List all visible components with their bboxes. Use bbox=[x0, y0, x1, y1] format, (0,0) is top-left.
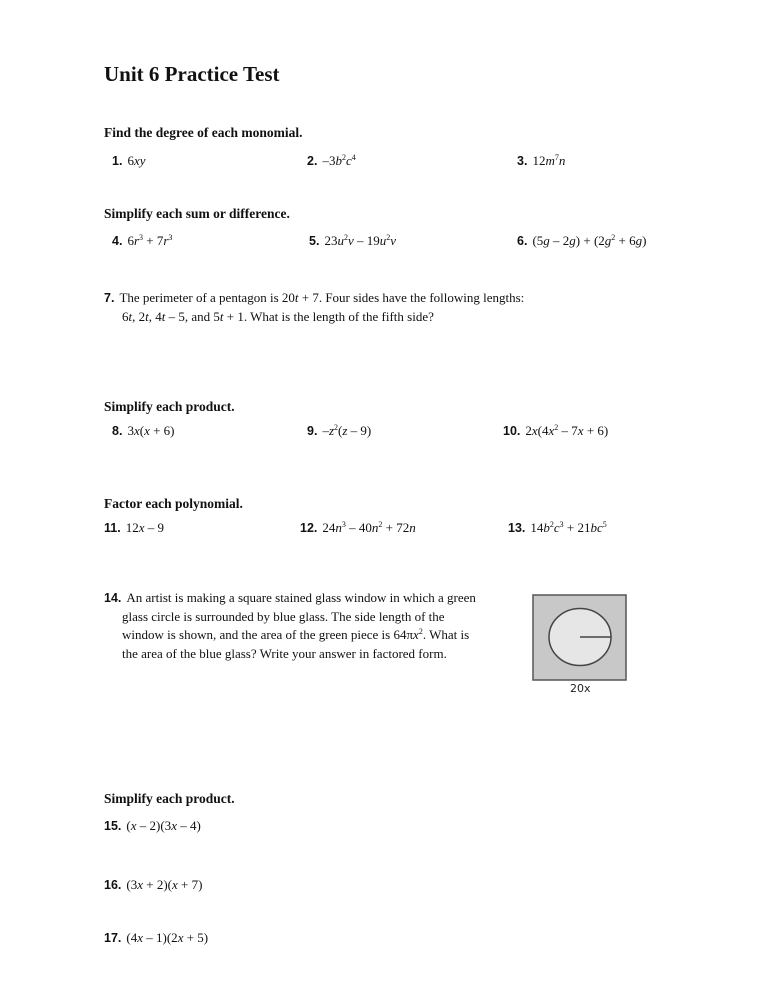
problem-5 bbox=[309, 232, 396, 250]
expr-part: m bbox=[545, 153, 555, 168]
expr-part: c bbox=[345, 153, 352, 168]
expr-part: The perimeter of a pentagon is 20 bbox=[119, 290, 295, 305]
expr-part: –3 bbox=[322, 153, 336, 168]
expr-part: glass circle is surrounded by blue glass. The side length of the bbox=[122, 608, 445, 624]
exponent: 2 bbox=[341, 153, 346, 162]
problem-number: 7. bbox=[104, 291, 115, 305]
problem-14-line bbox=[126, 590, 475, 605]
expr-part: g bbox=[543, 233, 550, 248]
problem-6 bbox=[517, 232, 646, 250]
exponent: 2 bbox=[378, 520, 383, 529]
expr-part: 23 bbox=[324, 233, 338, 248]
expr-part: ( bbox=[139, 423, 145, 438]
expr-part: 12 bbox=[532, 153, 546, 168]
expr-part: x bbox=[177, 930, 184, 945]
expr-part: u bbox=[379, 233, 387, 248]
expr-part: xy bbox=[133, 153, 146, 168]
expr-part: + 72 bbox=[382, 520, 410, 535]
expr-part: . What is bbox=[422, 627, 470, 642]
problem-expression bbox=[532, 153, 565, 168]
exponent: 7 bbox=[554, 153, 559, 162]
expr-part: g bbox=[569, 233, 576, 248]
expr-part: + 5) bbox=[183, 930, 209, 945]
expr-part: – 9) bbox=[347, 423, 372, 438]
problem-expression bbox=[126, 520, 164, 535]
expr-part: bc bbox=[590, 520, 603, 535]
expr-part: x bbox=[577, 423, 584, 438]
expr-part: – 1)(2 bbox=[143, 930, 178, 945]
expr-part: u bbox=[337, 233, 344, 248]
problem-number: 3. bbox=[517, 154, 528, 168]
expr-part: t bbox=[128, 308, 133, 324]
expr-part: + 2)( bbox=[143, 877, 173, 892]
problem-expression bbox=[127, 233, 172, 248]
expr-part: + 6) bbox=[583, 423, 609, 438]
expr-part: 2 bbox=[525, 423, 532, 438]
expr-part: – 2)(3 bbox=[136, 818, 172, 833]
problem-7 bbox=[104, 289, 524, 326]
problem-15 bbox=[104, 817, 201, 835]
expr-part: x bbox=[171, 818, 177, 833]
expr-part: x bbox=[413, 627, 419, 642]
expr-part: – 7 bbox=[558, 423, 578, 438]
expr-part: x bbox=[144, 423, 150, 438]
problem-12 bbox=[300, 519, 416, 537]
problem-number: 6. bbox=[517, 234, 528, 248]
expr-part: x bbox=[137, 877, 144, 892]
problem-9 bbox=[307, 422, 371, 440]
problem-expression bbox=[532, 233, 646, 248]
expr-part: b bbox=[543, 520, 550, 535]
problem-7-line-1 bbox=[119, 290, 524, 305]
exponent: 3 bbox=[168, 233, 173, 242]
expr-part: 14 bbox=[530, 520, 544, 535]
expr-part: + 6 bbox=[615, 233, 636, 248]
section-heading-factor: Factor each polynomial. bbox=[104, 496, 243, 511]
problem-number: 9. bbox=[307, 424, 318, 438]
expr-part: n bbox=[558, 153, 566, 168]
expr-part: ( bbox=[126, 818, 131, 833]
stained-glass-figure bbox=[532, 594, 627, 681]
expr-part: + 7. Four sides have the following lengths: bbox=[298, 290, 525, 305]
problem-expression bbox=[322, 153, 355, 168]
exponent: 3 bbox=[139, 233, 143, 242]
section-heading-degree: Find the degree of each monomial. bbox=[104, 125, 303, 140]
problem-expression bbox=[127, 423, 174, 438]
exponent: 2 bbox=[549, 520, 554, 529]
expr-part: x bbox=[138, 520, 145, 535]
problem-14-line bbox=[122, 627, 469, 642]
problem-number: 5. bbox=[309, 234, 320, 248]
problem-expression bbox=[525, 423, 608, 438]
expr-part: g bbox=[635, 233, 643, 248]
page-title: Unit 6 Practice Test bbox=[104, 62, 280, 86]
exponent: 2 bbox=[418, 627, 423, 636]
problem-1 bbox=[112, 152, 145, 170]
expr-part: ( bbox=[338, 423, 343, 438]
expr-part: 24 bbox=[322, 520, 336, 535]
expr-part: c bbox=[553, 520, 560, 535]
expr-part: x bbox=[172, 877, 178, 892]
expr-part: v bbox=[347, 233, 354, 248]
section-heading-product: Simplify each product. bbox=[104, 399, 235, 414]
problem-7-line-2 bbox=[122, 309, 434, 324]
expr-part: – 5, and 5 bbox=[165, 308, 220, 324]
exponent: 2 bbox=[386, 233, 391, 242]
expr-part: t bbox=[161, 308, 166, 324]
problem-3 bbox=[517, 152, 565, 170]
expr-part: 12 bbox=[125, 520, 139, 535]
exponent: 3 bbox=[341, 520, 346, 529]
section-heading-product-2: Simplify each product. bbox=[104, 791, 235, 806]
problem-number: 12. bbox=[300, 521, 318, 535]
problem-expression bbox=[126, 930, 208, 945]
exponent: 2 bbox=[334, 423, 338, 432]
expr-part: 6 bbox=[122, 308, 129, 324]
problem-expression bbox=[322, 423, 371, 438]
problem-4 bbox=[112, 232, 172, 250]
problem-number: 16. bbox=[104, 878, 122, 892]
problem-expression bbox=[126, 818, 200, 833]
expr-part: – 2 bbox=[549, 233, 570, 248]
problem-14 bbox=[104, 589, 476, 663]
expr-part: z bbox=[328, 423, 334, 438]
problem-14-line bbox=[122, 609, 445, 624]
problem-number: 13. bbox=[508, 521, 526, 535]
expr-part: – 40 bbox=[345, 520, 372, 535]
problem-number: 2. bbox=[307, 154, 318, 168]
expr-part: n bbox=[371, 520, 379, 535]
expr-part: 6 bbox=[127, 153, 134, 168]
expr-part: (4 bbox=[126, 930, 138, 945]
expr-part: + 6) bbox=[149, 423, 175, 438]
problem-8 bbox=[112, 422, 175, 440]
expr-part: x bbox=[133, 423, 140, 438]
problem-expression bbox=[126, 877, 202, 892]
expr-part: An artist is making a square stained glass window in which a green bbox=[126, 590, 476, 605]
problem-expression bbox=[530, 520, 606, 535]
expr-part: v bbox=[390, 233, 396, 248]
problem-number: 4. bbox=[112, 234, 123, 248]
expr-part: + 21 bbox=[563, 520, 591, 535]
problem-expression bbox=[322, 520, 415, 535]
expr-part: , 4 bbox=[148, 308, 162, 324]
problem-11 bbox=[104, 519, 164, 537]
expr-part: g bbox=[604, 233, 612, 248]
expr-part: x bbox=[531, 423, 538, 438]
expr-part: , 2 bbox=[132, 308, 146, 324]
problem-number: 1. bbox=[112, 154, 123, 168]
problem-number: 8. bbox=[112, 424, 123, 438]
exponent: 2 bbox=[611, 233, 616, 242]
exponent: 2 bbox=[343, 233, 348, 242]
problem-number: 15. bbox=[104, 819, 122, 833]
expr-part: r bbox=[133, 233, 139, 248]
expr-part: t bbox=[294, 290, 299, 305]
expr-part: x bbox=[130, 818, 137, 833]
problem-10 bbox=[503, 422, 608, 440]
expr-part: n bbox=[335, 520, 342, 535]
exponent: 5 bbox=[602, 520, 607, 529]
expr-part: – 4) bbox=[176, 818, 201, 833]
problem-number: 17. bbox=[104, 931, 122, 945]
expr-part: x bbox=[548, 423, 555, 438]
expr-part: – 19 bbox=[353, 233, 380, 248]
expr-part: + 1. What is the length of the fifth side? bbox=[223, 308, 434, 324]
problem-2 bbox=[307, 152, 356, 170]
problem-expression bbox=[127, 153, 145, 168]
exponent: 4 bbox=[351, 153, 356, 162]
expr-part: – 9 bbox=[144, 520, 164, 535]
expr-part: r bbox=[163, 233, 169, 248]
expr-part: window is shown, and the area of the green piece is 64π bbox=[122, 627, 414, 642]
figure-side-label: 20x bbox=[570, 682, 591, 695]
expr-part: b bbox=[335, 153, 342, 168]
expr-part: – bbox=[322, 423, 329, 438]
expr-part: 6 bbox=[127, 233, 134, 248]
expr-part: t bbox=[145, 308, 149, 324]
problem-number: 14. bbox=[104, 591, 122, 605]
expr-part: + 7 bbox=[143, 233, 164, 248]
expr-part: (4 bbox=[537, 423, 549, 438]
expr-part: ) bbox=[642, 233, 647, 248]
expr-part: z bbox=[342, 423, 348, 438]
problem-13 bbox=[508, 519, 607, 537]
expr-part: the area of the blue glass? Write your answer in factored form. bbox=[122, 645, 447, 661]
expr-part: (5 bbox=[532, 233, 544, 248]
problem-14-line bbox=[122, 646, 447, 661]
problem-number: 10. bbox=[503, 424, 521, 438]
exponent: 2 bbox=[554, 423, 559, 432]
expr-part: ) + (2 bbox=[575, 233, 605, 248]
expr-part: t bbox=[219, 308, 224, 324]
problem-expression bbox=[324, 233, 396, 248]
expr-part: 3 bbox=[127, 423, 134, 438]
expr-part: (3 bbox=[126, 877, 138, 892]
problem-number: 11. bbox=[104, 521, 121, 535]
expr-part: n bbox=[409, 520, 416, 535]
exponent: 3 bbox=[559, 520, 564, 529]
expr-part: + 7) bbox=[177, 877, 203, 892]
section-heading-sum: Simplify each sum or difference. bbox=[104, 206, 290, 221]
expr-part: x bbox=[137, 930, 144, 945]
problem-16 bbox=[104, 876, 202, 894]
problem-17 bbox=[104, 929, 208, 947]
